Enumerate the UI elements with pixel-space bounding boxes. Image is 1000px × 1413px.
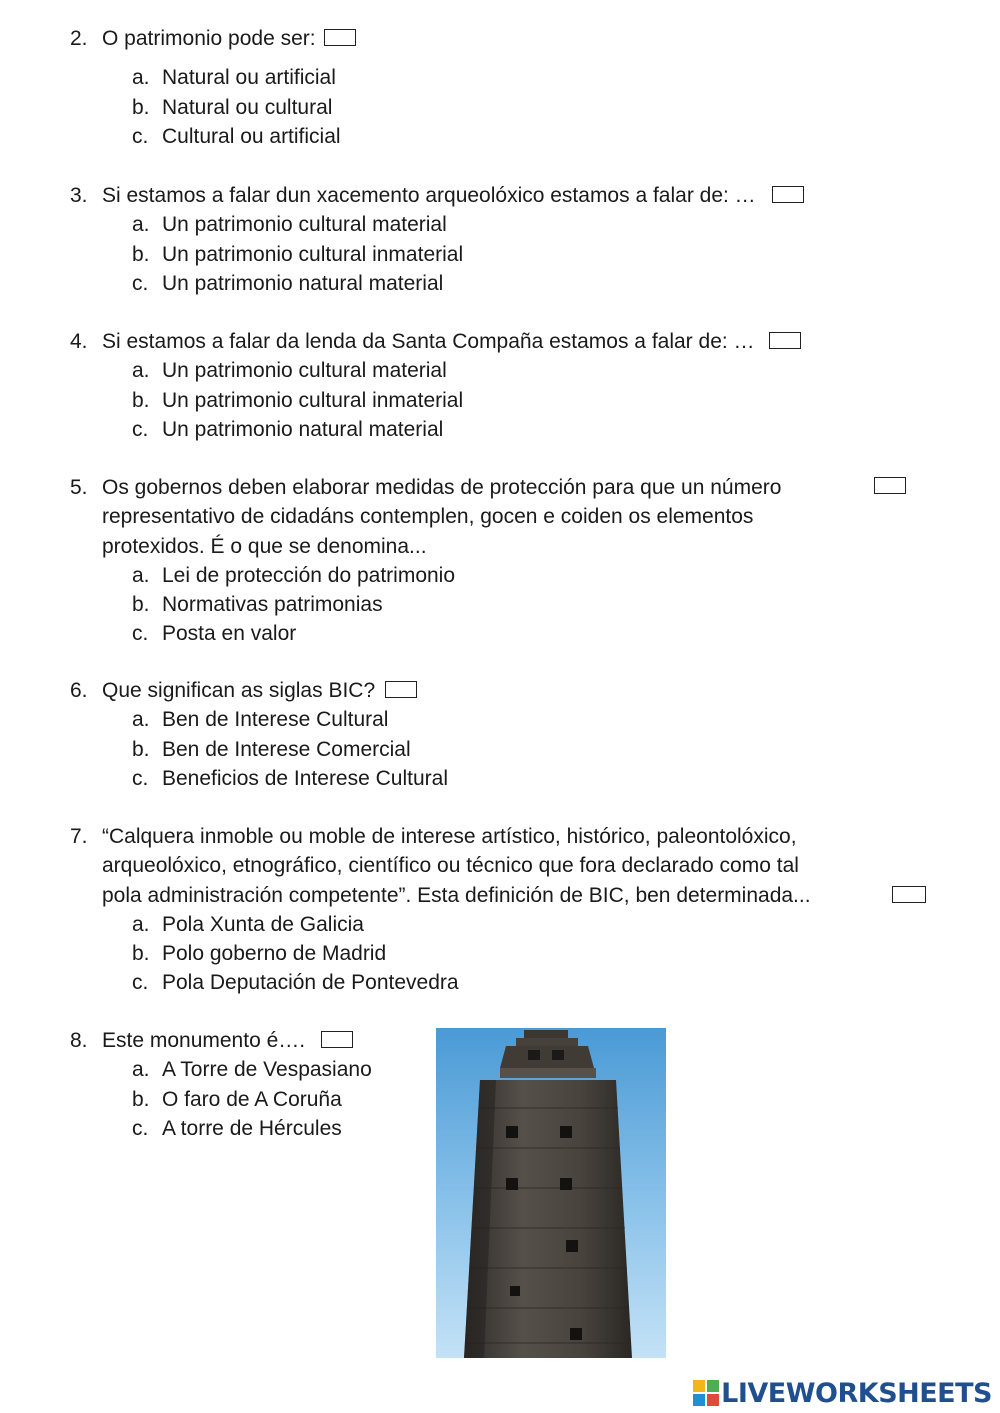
option-c: c. Un patrimonio natural material <box>132 271 444 295</box>
option-b: b. Natural ou cultural <box>132 95 333 119</box>
tower-photo-icon <box>436 1028 666 1358</box>
question-3 <box>70 181 950 298</box>
option-a: a. Pola Xunta de Galicia <box>132 912 364 936</box>
question-text-line: protexidos. É o que se denomina... <box>102 534 427 558</box>
question-text-line: representativo de cidadáns contemplen, gocen e coiden os elementos <box>102 505 754 529</box>
option-b: b. Normativas patrimonias <box>132 593 383 617</box>
question-number: 6. <box>70 679 88 702</box>
question-5 <box>70 473 950 649</box>
question-text-line: “Calquera inmoble ou moble de interese artístico, histórico, paleontolóxico, <box>102 825 797 848</box>
answer-box[interactable] <box>772 186 804 203</box>
question-text: Si estamos a falar dun xacemento arqueolóxico estamos a falar de: … <box>102 184 756 207</box>
question-text: O patrimonio pode ser: <box>102 27 316 50</box>
question-8 <box>70 1026 430 1143</box>
option-a: a. A Torre de Vespasiano <box>132 1058 372 1082</box>
option-c: c. Pola Deputación de Pontevedra <box>132 971 459 995</box>
question-number: 3. <box>70 184 88 207</box>
option-c: c. Cultural ou artificial <box>132 124 341 148</box>
question-text-line: pola administración competente”. Esta definición de BIC, ben determinada... <box>102 883 811 907</box>
option-b: b. Polo goberno de Madrid <box>132 942 387 966</box>
question-number: 2. <box>70 27 88 50</box>
question-4 <box>70 327 950 444</box>
question-7 <box>70 822 950 998</box>
question-text-line: arqueolóxico, etnográfico, científico ou técnico que fora declarado como tal <box>102 854 799 878</box>
option-b: b. Un patrimonio cultural inmaterial <box>132 242 464 266</box>
answer-box[interactable] <box>874 477 906 494</box>
option-a: a. Natural ou artificial <box>132 66 336 90</box>
question-text: Este monumento é…. <box>102 1029 306 1052</box>
answer-box[interactable] <box>769 332 801 349</box>
option-c: c. Posta en valor <box>132 622 297 646</box>
answer-box[interactable] <box>892 886 926 903</box>
question-number: 8. <box>70 1029 88 1052</box>
option-b: b. O faro de A Coruña <box>132 1087 342 1111</box>
brand-name: LIVEWORKSHEETS <box>721 1377 992 1409</box>
question-number: 5. <box>70 476 88 499</box>
question-number: 7. <box>70 825 88 848</box>
answer-box[interactable] <box>324 29 356 46</box>
question-text-line: Os gobernos deben elaborar medidas de protección para que un número <box>102 476 782 499</box>
brand-footer <box>693 1376 992 1410</box>
liveworksheets-logo-icon <box>693 1380 719 1406</box>
option-c: c. A torre de Hércules <box>132 1116 342 1140</box>
question-2 <box>70 24 950 151</box>
option-b: b. Un patrimonio cultural inmaterial <box>132 388 464 412</box>
option-b: b. Ben de Interese Comercial <box>132 737 411 761</box>
answer-box[interactable] <box>321 1031 353 1048</box>
answer-box[interactable] <box>385 681 417 698</box>
option-c: c. Un patrimonio natural material <box>132 417 444 441</box>
question-number: 4. <box>70 330 88 353</box>
option-a: a. Lei de protección do patrimonio <box>132 563 456 587</box>
option-a: a. Un patrimonio cultural material <box>132 213 447 237</box>
option-a: a. Ben de Interese Cultural <box>132 708 389 732</box>
question-text: Si estamos a falar da lenda da Santa Compaña estamos a falar de: … <box>102 330 755 353</box>
question-6 <box>70 676 950 793</box>
option-c: c. Beneficios de Interese Cultural <box>132 766 448 790</box>
tower-photo <box>436 1028 666 1358</box>
option-a: a. Un patrimonio cultural material <box>132 359 447 383</box>
question-text: Que significan as siglas BIC? <box>102 679 376 702</box>
